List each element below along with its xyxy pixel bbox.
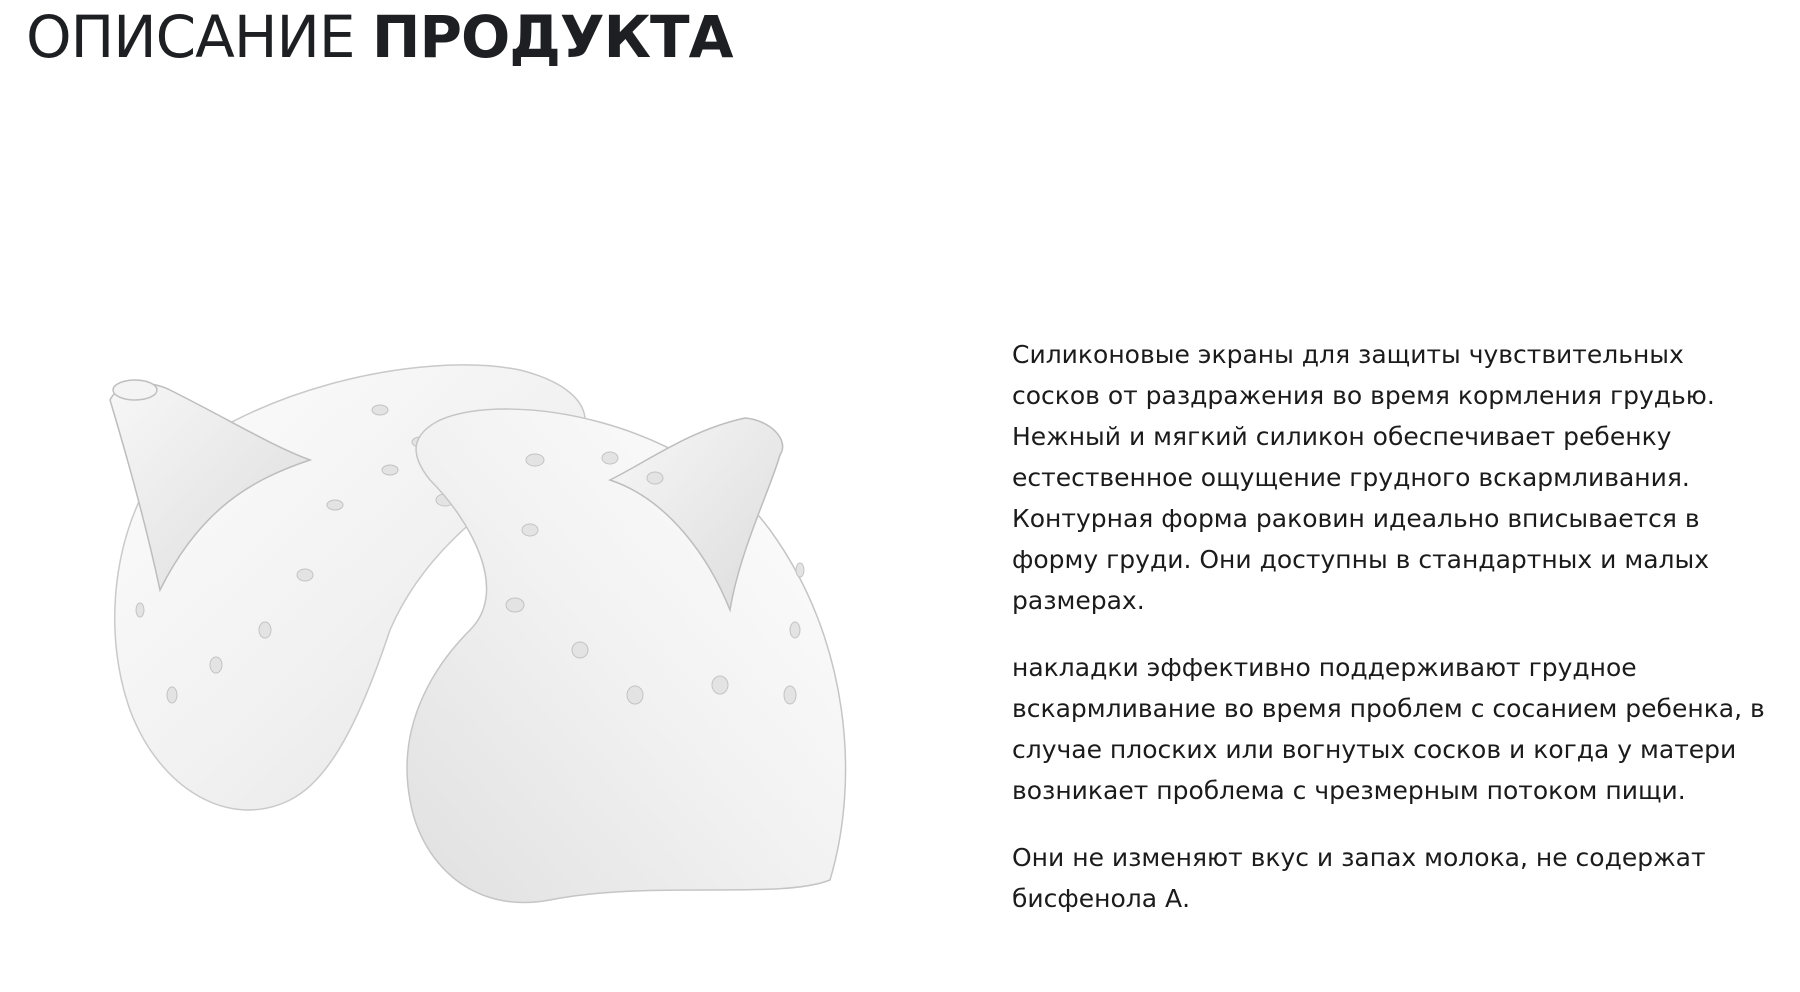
description-paragraph-1-line-2: Контурная форма раковин идеально вписывается в форму груди. Они доступны в стандартных и малых размерах. [1012,504,1710,615]
page-title-light: ОПИСАНИЕ [26,3,355,71]
page-title [26,2,733,72]
nipple-shields-image [90,360,890,920]
description-paragraph-1 [1012,334,1774,621]
right-nipple-shield [407,409,846,902]
page-title-bold: ПРОДУКТА [371,3,733,71]
description-paragraph-3: Они не изменяют вкус и запах молока, не содержат бисфенола А. [1012,843,1706,913]
description-paragraph-1-line-1: Силиконовые экраны для защиты чувствительных сосков от раздражения во время кормления грудью. Нежный и мягкий силикон обеспечивает ребенку естественное ощущение грудного вскармливания. [1012,340,1715,492]
description-paragraph-2: накладки эффективно поддерживают грудное вскармливание во время проблем с сосанием ребенка, в случае плоских или вогнутых сосков и когда у матери возникает проблема с чрезмерным потоком пищи. [1012,653,1765,805]
product-description [1012,334,1774,945]
